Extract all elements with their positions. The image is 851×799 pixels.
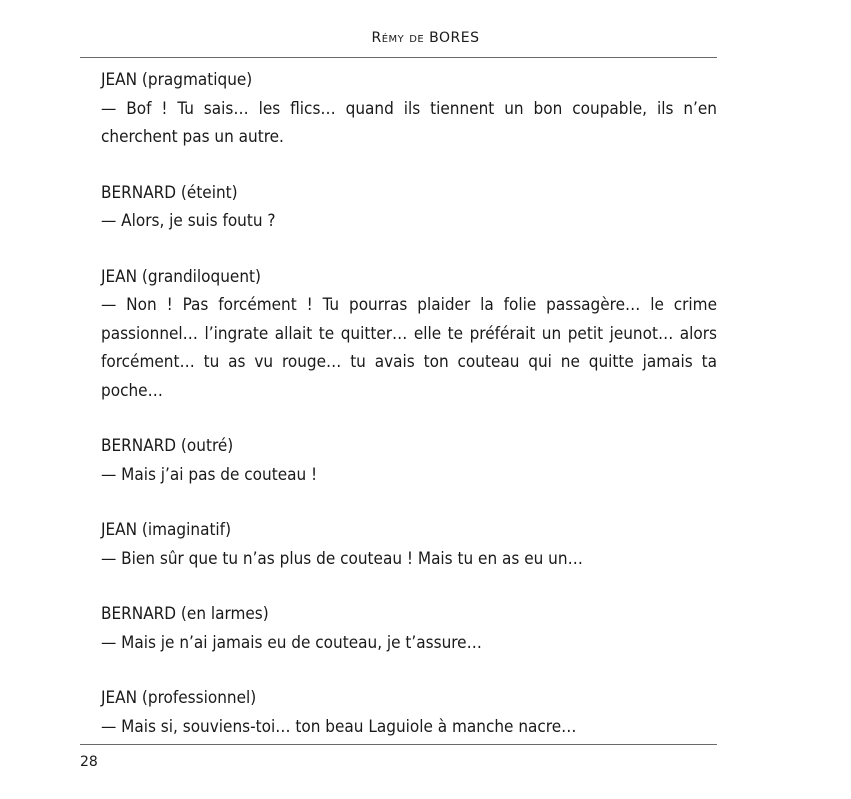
dialogue-body (101, 66, 717, 768)
dialogue-line: — Mais je n’ai jamais eu de couteau, je t’assure… (101, 632, 482, 653)
dialogue-line: — Alors, je suis foutu ? (101, 211, 276, 231)
dialogue-block (101, 516, 717, 573)
speaker-label: JEAN (grandiloquent) (101, 266, 261, 287)
dialogue-line: — Non ! Pas forcément ! Tu pourras plaider la folie passagère… le crime passionnel… l’ingrate allait te quitter… elle te préférait un petit jeunot… alors forcément… tu as vu rouge… tu avais ton couteau qui ne quitte jamais ta poche… (101, 295, 717, 401)
dialogue-line: — Mais si, souviens-toi… ton beau Laguiole à manche nacre… (101, 716, 577, 737)
speaker-label: BERNARD (éteint) (101, 182, 238, 203)
speaker-label: BERNARD (en larmes) (101, 604, 269, 624)
page-number: 28 (80, 754, 98, 770)
speaker-label: BERNARD (outré) (101, 436, 234, 456)
dialogue-block (101, 66, 717, 152)
dialogue-line: — Mais j’ai pas de couteau ! (101, 464, 318, 485)
dialogue-block (101, 179, 717, 236)
dialogue-line: — Bien sûr que tu n’as plus de couteau ! Mais tu en as eu un… (101, 548, 583, 569)
speaker-label: JEAN (professionnel) (101, 688, 257, 708)
footer-rule (80, 744, 717, 745)
running-head: Rémy de BORES (371, 30, 480, 46)
speaker-label: JEAN (pragmatique) (101, 70, 253, 90)
dialogue-block (101, 263, 717, 406)
header-rule (80, 57, 717, 58)
dialogue-block (101, 432, 717, 489)
dialogue-line: — Bof ! Tu sais… les flics… quand ils tiennent un bon coupable, ils n’en cherchent pas un autre. (101, 98, 717, 147)
dialogue-block (101, 684, 717, 741)
speaker-label: JEAN (imaginatif) (101, 520, 232, 540)
dialogue-block (101, 600, 717, 657)
